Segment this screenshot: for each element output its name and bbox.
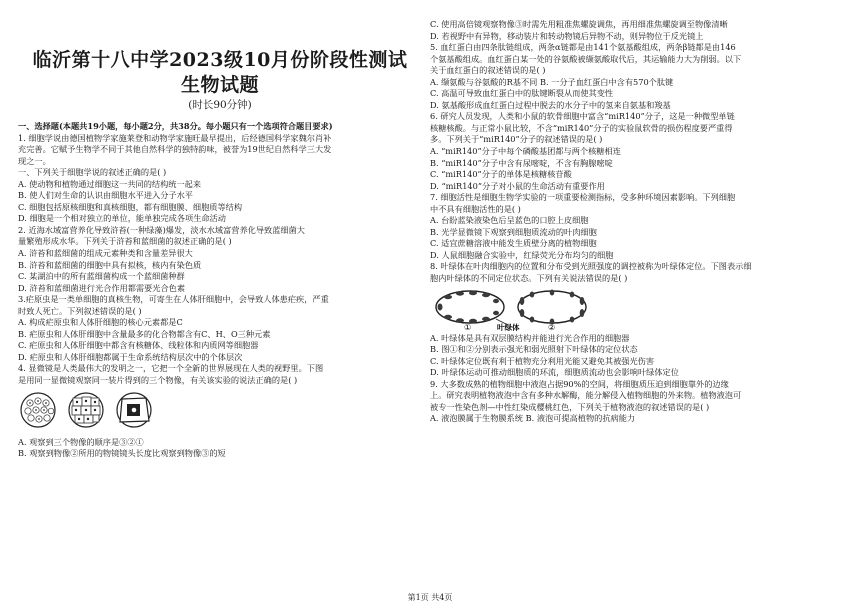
text-line: B. “miR140”分子中含有尿嘧啶，不含有胸腺嘧啶 [430,157,613,168]
text-line: D. 浒苔和蓝细菌进行光合作用都需要光合色素 [18,282,186,293]
text-line: D. 疟原虫和人体肝细胞都属于生命系统结构层次中的个体层次 [18,351,243,362]
left-question-lines [18,121,422,387]
text-line: A. 叶绿体是具有双层膜结构并能进行光合作用的细胞器 [430,332,630,343]
text-line: C. 细胞包括原核细胞和真核细胞，都有细胞膜、细胞质等结构 [18,201,243,212]
text-line: 现之一。 [18,155,51,166]
text-line: 关于血红蛋白的叙述错误的是( ) [430,65,546,76]
right-question-lines [430,19,846,285]
chloroplast-figure [430,287,846,331]
microscope-images-svg [18,389,178,435]
text-line: D. 人鼠细胞融合实验中，红绿荧光分布均匀的细胞 [430,249,614,260]
page-footer: 第1页 共4页 [407,593,453,602]
text-line: 2. 近海水域富营养化导致浒苔(一种绿藻)爆发，淡水水域富营养化导致蓝细菌大 [18,224,305,235]
text-line: 一、选择题(本题共19小题，每小题2分，共38分。每小题只有一个选项符合题目要求) [18,121,333,131]
text-line: B. 疟原虫和人体肝细胞中含量最多的化合物都含有C、H、O三种元素 [18,328,271,339]
text-line: D. “miR140”分子对小鼠的生命活动有重要作用 [430,180,605,191]
text-line: D. 若视野中有异物，移动装片和转动物镜后异物不动，则异物位于反光镜上 [430,30,704,41]
text-line: A. 缬氨酸与谷氨酸的R基不同 B. 一分子血红蛋白中含有570个肽键 [430,76,674,87]
figure-label-chloroplast: 叶绿体 [497,322,520,331]
text-line: A. 液泡膜属于生物膜系统 B. 液泡可提高植物的抗病能力 [430,413,636,424]
text-line: 5. 血红蛋白由四条肽链组成，两条α链都是由141个氨基酸组成，两条β链都是由146 [430,42,736,53]
text-line: D. 氨基酸形成血红蛋白过程中脱去的水分子中的氢来自氨基和羧基 [430,99,671,110]
text-line: B. 使人们对生命的认识由细胞水平进入分子水平 [18,190,193,201]
exam-title: 临沂第十八中学2023级10月份阶段性测试 [32,49,408,71]
text-line: B. 浒苔和蓝细菌的细胞中具有拟核，核内有染色质 [18,259,202,270]
text-line: 上。研究表明植物液泡中含有多种水解酶，能分解侵入植物细胞的外来物。植物液泡可 [430,390,742,401]
text-line: A. 使动物和植物通过细胞这一共同的结构统一起来 [18,178,202,189]
figure-label-2: ② [548,322,556,331]
text-line: C. 疟原虫和人体肝细胞中都含有核糖体、线粒体和内质网等细胞器 [18,340,259,351]
text-line: 8. 叶绿体在叶肉细胞内的位置和分布受到光照强度的调控被称为叶绿体定位。下图表示细 [430,261,752,272]
text-line: B. 观察到物像②所用的物镜镜头长度比观察到物像③的短 [18,448,226,459]
text-line: 4. 显微镜是人类最伟大的发明之一，它把一个全新的世界展现在人类的视野里。下图 [18,363,324,374]
text-line: 个氨基酸组成。血红蛋白某一处的谷氨酸被缬氨酸取代后，其运输能力大为削弱。以下 [430,53,742,64]
text-line: 一、下列关于细胞学说的叙述正确的是( ) [18,167,167,178]
text-line: 时致人死亡。下列叙述错误的是( ) [18,305,142,316]
text-line: C. 使用高倍镜观察物像③时需先用粗准焦螺旋调焦，再用细准焦螺旋调至物像清晰 [430,19,728,29]
text-line: 是用同一显微镜观察同一装片得到的三个物像，有关该实验的说法正确的是( ) [18,375,298,386]
text-line: C. “miR140”分子的单体是核糖核苷酸 [430,169,572,180]
text-line: A. 浒苔和蓝细菌的组成元素种类和含量差异很大 [18,248,193,259]
microscope-figure [18,389,422,435]
text-line: B. 光学显微镜下观察到细胞质流动的叶肉细胞 [430,226,597,237]
left-question-lines-after [18,437,422,460]
text-line: 7. 细胞活性是细胞生物学实验的一项重要检测指标，受多种环境因素影响。下列细胞 [430,192,736,203]
figure-label-1: ① [464,322,472,331]
exam-subject-title: 生物试题 [180,74,259,96]
text-line: A. 构成疟原虫和人体肝细胞的核心元素都是C [18,317,183,328]
text-line: C. 某湖泊中的所有蓝细菌构成一个蓝细菌种群 [18,271,185,282]
left-column [18,121,422,460]
text-line: 量繁殖形成水华。下列关于浒苔和蓝细菌的叙述正确的是( ) [18,236,232,247]
text-line: A. 观察到三个物像的顺序是③②① [18,436,144,447]
text-line: 1. 细胞学说由德国植物学家施莱登和动物学家施旺最早提出，后经德国科学家魏尔肖补 [18,132,332,143]
text-line: 胞内叶绿体的不同定位状态。下列有关说法错误的是( ) [430,273,628,284]
text-line: 中不具有细胞活性的是( ) [430,203,521,214]
text-line: 核糖核酸。与正常小鼠比较，不含“miR140”分子的实验鼠软骨的损伤程度要严重得 [430,122,733,133]
text-line: 3.疟原虫是一类单细胞的真核生物，可寄生在人体肝细胞中，会导致人体患疟疾，严重 [18,294,329,305]
chloroplast-svg [430,287,600,331]
text-line: D. 细胞是一个相对独立的单位，能单独完成各项生命活动 [18,213,226,224]
text-line: D. 叶绿体运动可推动细胞质的环流，细胞质流动也会影响叶绿体定位 [430,367,679,378]
text-line: 9. 大多数成熟的植物细胞中液泡占据90%的空间，将细胞质压迫到细胞靠外的边缘 [430,378,729,389]
right-column [430,19,846,425]
exam-duration: (时长90分钟) [188,99,252,111]
text-line: 被专一性染色剂—中性红染成樱桃红色，下列关于植物液泡的叙述错误的是( ) [430,401,710,412]
right-question-lines-after [430,333,846,425]
text-line: B. 图①和②分别表示强光和弱光照射下叶绿体的定位状态 [430,344,638,355]
text-line: 充完善。它赋予生物学不同于其他自然科学的独特韵味，被誉为19世纪自然科学三大发 [18,144,332,155]
text-line: A. 台盼蓝染液染色后呈蓝色的口腔上皮细胞 [430,215,589,226]
text-line: 6. 研究人员发现，人类和小鼠的软骨细胞中富含“miR140”分子，这是一种微型单链 [430,111,735,122]
text-line: C. 叶绿体定位既有利于植物充分利用光能又避免其被强光伤害 [430,355,655,366]
text-line: C. 适宜蔗糖溶液中能发生质壁分离的植物细胞 [430,238,597,249]
text-line: 多。下列关于“miR140”分子的叙述错误的是( ) [430,134,603,145]
text-line: A. “miR140”分子中每个磷酸基团都与两个核糖相连 [430,146,621,157]
text-line: C. 高温可导致血红蛋白中的肽键断裂从而使其变性 [430,88,614,99]
